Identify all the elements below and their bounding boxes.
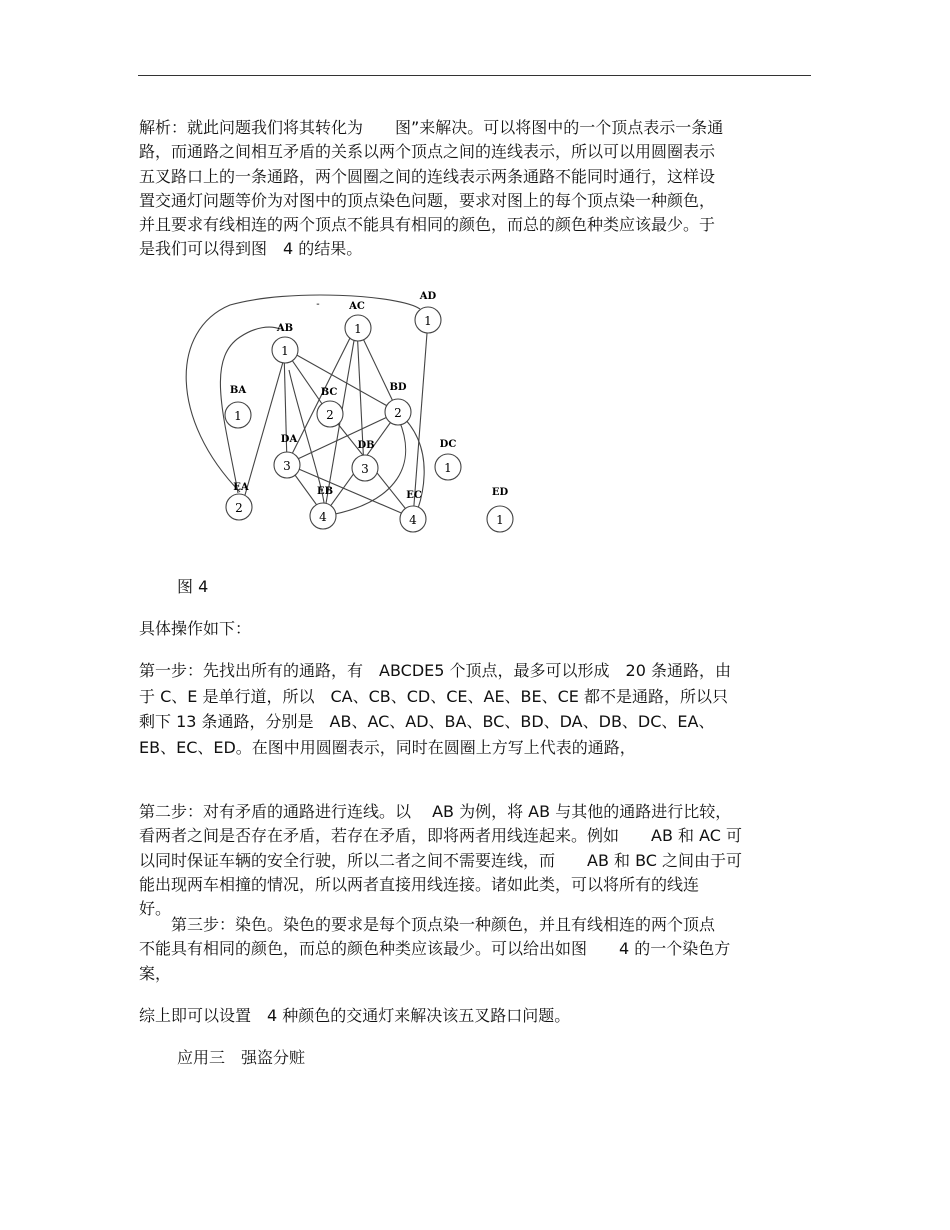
svg-text:4: 4 <box>409 513 417 527</box>
svg-text:BC: BC <box>320 387 338 398</box>
text-line: 置交通灯问题等价为对图中的顶点染色问题，要求对图上的每个顶点染一种颜色， <box>139 190 716 210</box>
steps-intro: 具体操作如下： <box>139 619 252 638</box>
conclusion-paragraph: 综上即可以设置 4 种颜色的交通灯来解决该五叉路口问题。 <box>139 1006 571 1025</box>
node-eb <box>310 486 336 529</box>
svg-text:1: 1 <box>444 461 452 475</box>
node-ed <box>487 487 513 532</box>
svg-text:ED: ED <box>491 487 509 498</box>
svg-text:3: 3 <box>361 462 369 476</box>
text-line: 于 C、E 是单行道，所以 CA、CB、CD、CE、AE、BE、CE 都不是通路，所以只 <box>139 686 729 706</box>
svg-text:AD: AD <box>419 291 437 302</box>
text-line: 第一步：先找出所有的通路，有 ABCDE5 个顶点，最多可以形成 20 条通路，由 <box>139 661 731 680</box>
svg-text:EB: EB <box>316 486 334 497</box>
section-heading: 应用三 强盗分赃 <box>177 1048 306 1067</box>
text-line: 并且要求有线相连的两个顶点不能具有相同的颜色，而总的颜色种类应该最少。于 <box>139 215 716 235</box>
svg-text:4: 4 <box>319 510 327 524</box>
svg-text:DA: DA <box>280 434 298 445</box>
svg-text:2: 2 <box>326 408 334 422</box>
svg-text:BA: BA <box>229 385 247 396</box>
svg-text:2: 2 <box>235 501 243 515</box>
svg-text:1: 1 <box>496 513 504 527</box>
step-three-paragraph <box>139 913 814 986</box>
dash-mark: - <box>316 299 320 310</box>
header-rule <box>138 75 811 76</box>
text-line: 是我们可以得到图 4 的结果。 <box>139 239 363 259</box>
text-line: 案， <box>139 963 172 983</box>
svg-text:DB: DB <box>357 440 375 451</box>
node-bd <box>385 382 411 425</box>
text-line: 第二步：对有矛盾的通路进行连线。以 AB 为例，将 AB 与其他的通路进行比较， <box>139 802 732 821</box>
svg-text:3: 3 <box>283 459 291 473</box>
svg-text:2: 2 <box>394 406 402 420</box>
svg-text:AC: AC <box>349 301 365 312</box>
text-line: 好。 <box>139 899 172 919</box>
node-ad <box>415 291 441 333</box>
text-line: 剩下 13 条通路，分别是 AB、AC、AD、BA、BC、BD、DA、DB、DC、EA、 <box>139 712 715 731</box>
node-ea <box>226 482 252 520</box>
svg-text:1: 1 <box>424 314 432 328</box>
svg-text:EA: EA <box>233 482 249 493</box>
svg-text:DC: DC <box>439 439 457 450</box>
text-line: 以同时保证车辆的安全行驶，所以二者之间不需要连线，而 AB 和 BC 之间由于可 <box>139 850 743 870</box>
analysis-paragraph <box>139 116 814 262</box>
node-ba <box>225 385 251 428</box>
conflict-graph-diagram <box>185 282 530 542</box>
node-dc <box>435 439 461 480</box>
node-bc <box>317 387 343 427</box>
text-line: 看两者之间是否存在矛盾，若存在矛盾，即将两者用线连起来。例如 AB 和 AC 可 <box>139 826 743 846</box>
svg-text:BD: BD <box>389 382 407 393</box>
svg-text:AB: AB <box>276 323 294 334</box>
text-line: 五叉路口上的一条通路，两个圆圈之间的连线表示两条通路不能同时通行，这样设 <box>139 166 716 186</box>
figure-caption: 图 4 <box>177 577 209 596</box>
node-ac <box>345 301 371 341</box>
node-ec <box>400 490 426 532</box>
svg-text:EC: EC <box>406 490 422 501</box>
text-line: 解析：就此问题我们将其转化为 图”来解决。可以将图中的一个顶点表示一条通 <box>139 118 724 137</box>
text-line: 第三步：染色。染色的要求是每个顶点染一种颜色，并且有线相连的两个顶点 <box>139 915 716 934</box>
text-line: 不能具有相同的颜色，而总的颜色种类应该最少。可以给出如图 4 的一个染色方 <box>139 939 731 959</box>
step-one-paragraph <box>139 658 814 760</box>
text-line: EB、EC、ED。在图中用圆圈表示，同时在圆圈上方写上代表的通路， <box>139 737 636 757</box>
node-da <box>274 434 300 478</box>
svg-text:1: 1 <box>354 322 362 336</box>
text-line: 能出现两车相撞的情况，所以两者直接用线连接。诸如此类，可以将所有的线连 <box>139 874 700 894</box>
svg-text:1: 1 <box>281 344 289 358</box>
node-ab <box>272 323 298 363</box>
step-two-paragraph <box>139 800 814 921</box>
svg-text:1: 1 <box>234 409 242 423</box>
text-line: 路，而通路之间相互矛盾的关系以两个顶点之间的连线表示，所以可以用圆圈表示 <box>139 142 716 162</box>
